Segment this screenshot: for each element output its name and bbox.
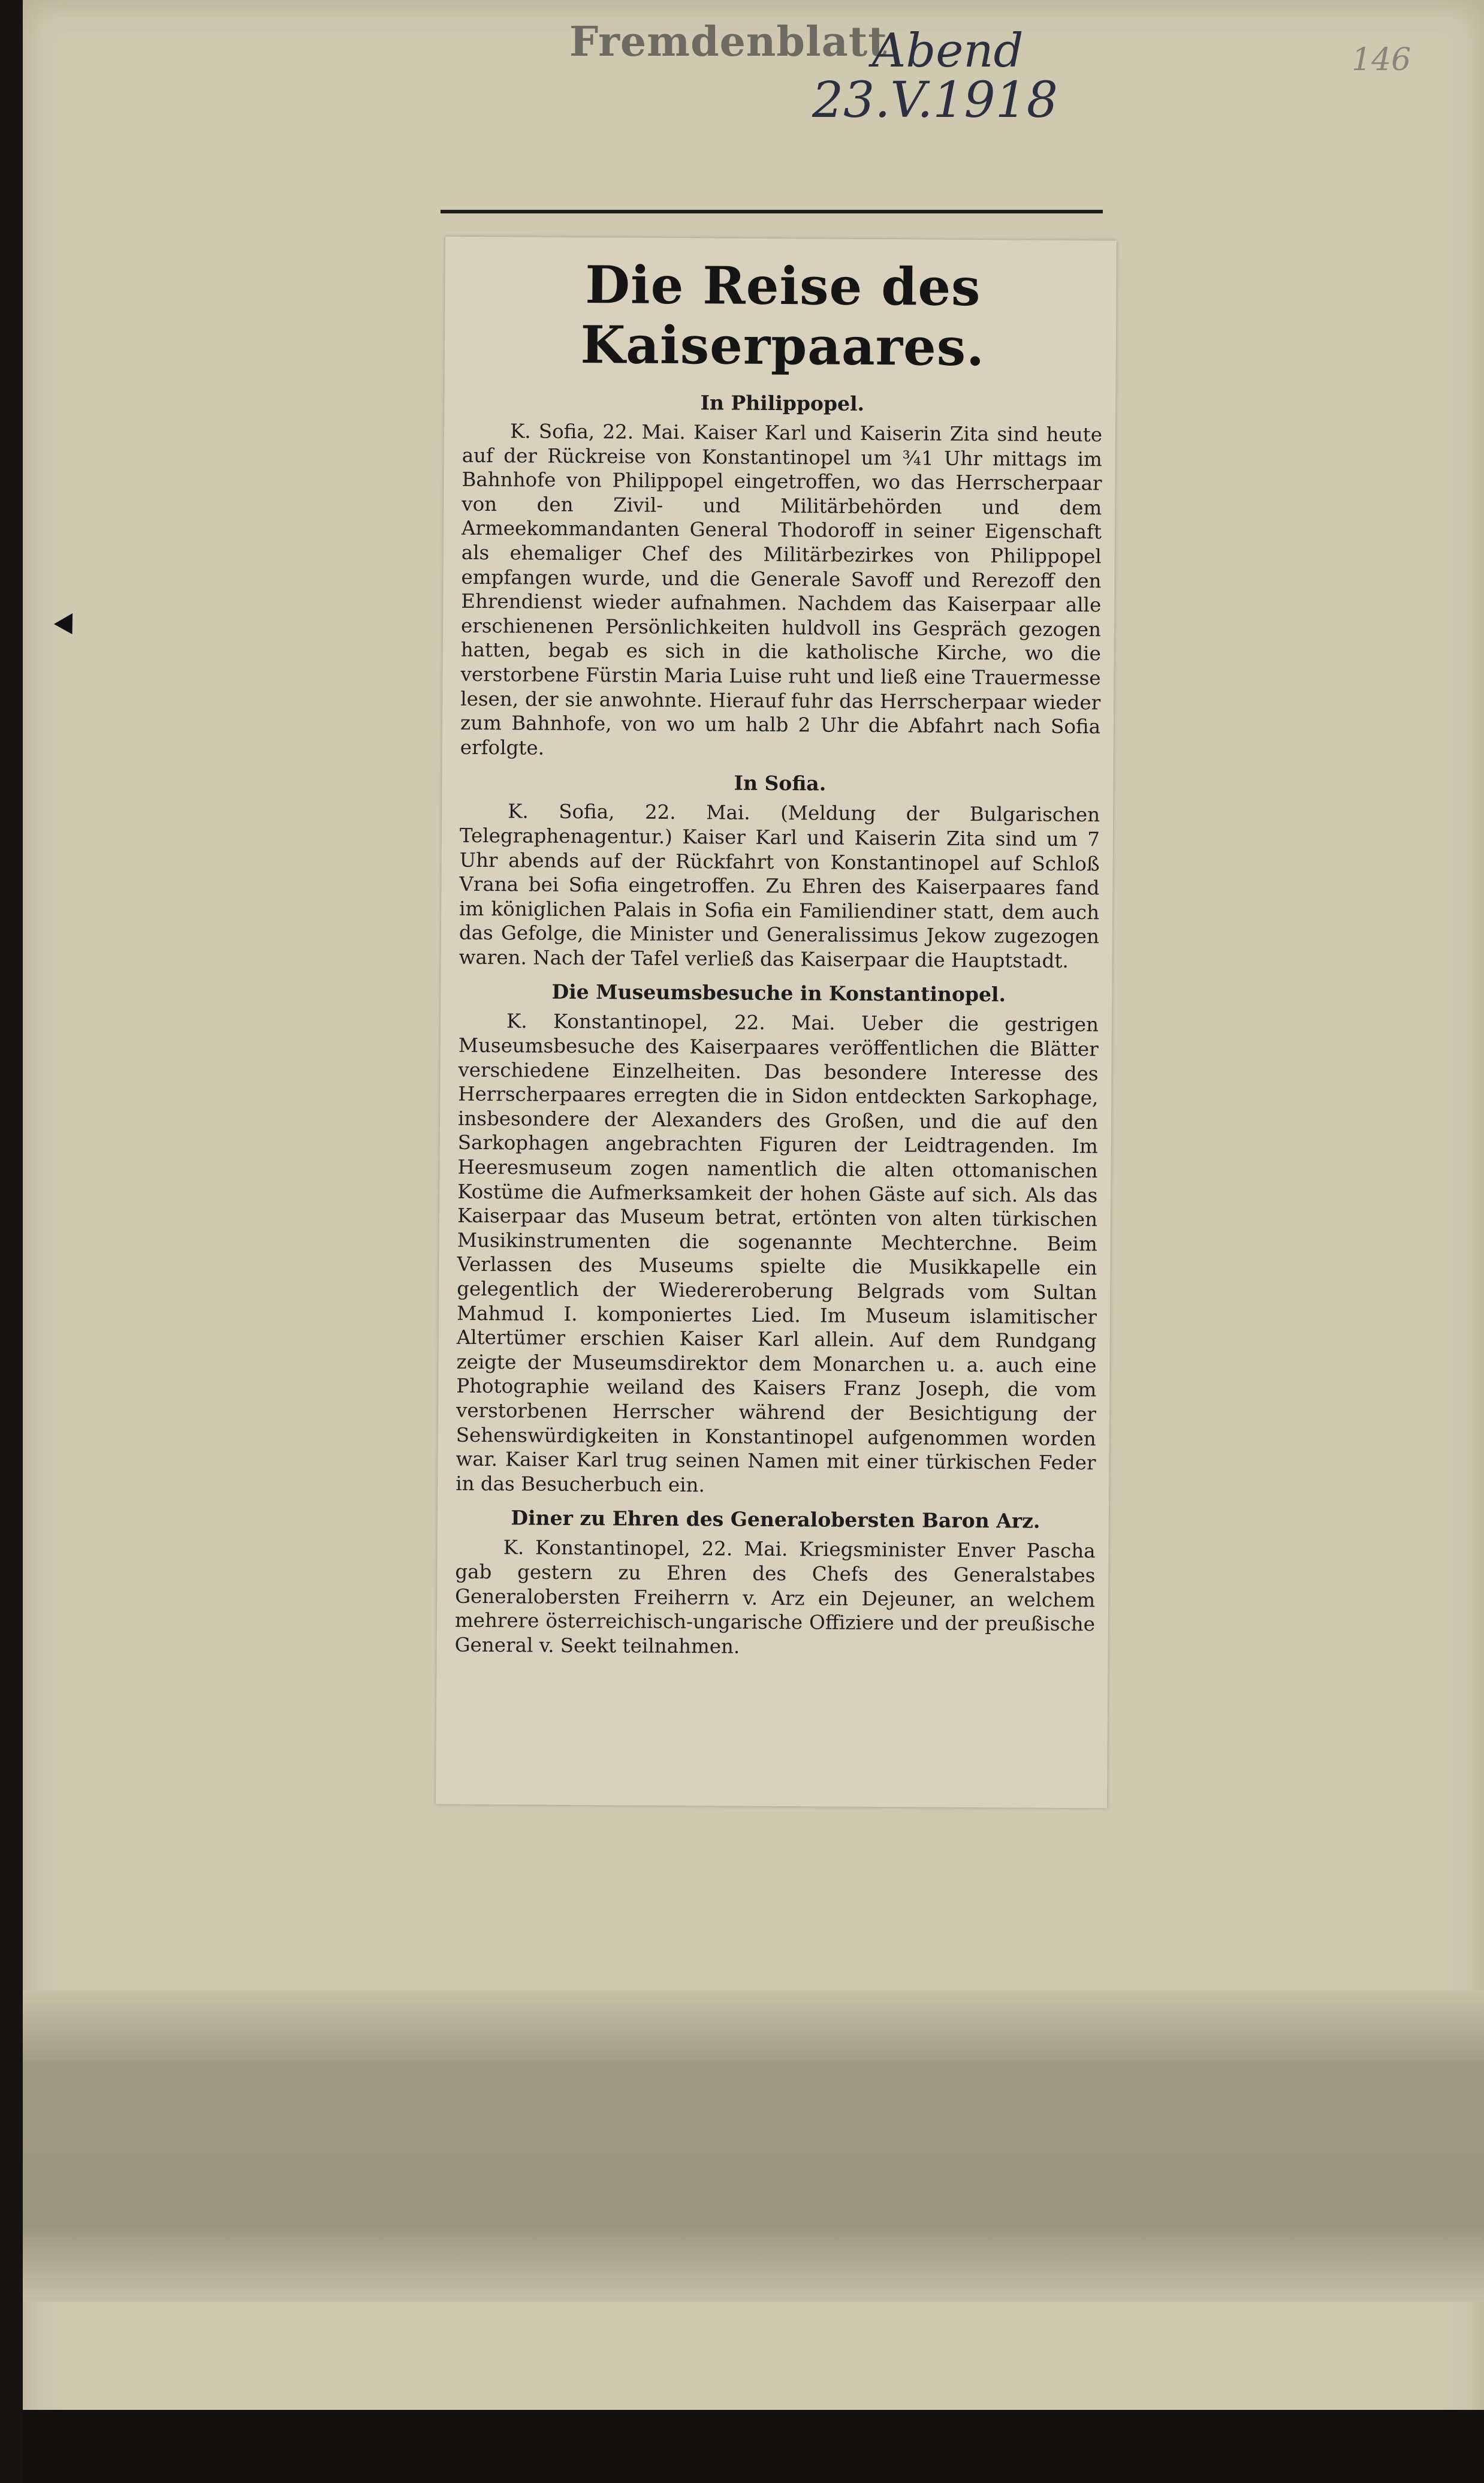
sheet-shadow-band <box>23 1990 1484 2302</box>
section-text: K. Sofia, 22. Mai. Kaiser Karl und Kaiserin Zita sind heute auf der Rückreise von Konstantinopel um ¾1 Uhr mittags im Bahnhofe von Philippopel eingetroffen, wo das Herrscherpaar von den Zivil- und Militärbehörden und dem Armeekommandanten General Thodoroff in seiner Eigenschaft als ehemaliger Chef des Militärbezirkes von Philippopel empfangen wurde, und die Generale Savoff und Rerezoff den Ehrendienst wieder aufnahmen. Nachdem das Kaiserpaar alle erschienenen Persönlichkeiten huldvoll ins Gespräch gezogen hatten, begab es sich in die katholische Kirche, wo die verstorbene Fürstin Maria Luise ruht und ließ eine Trauermesse lesen, der sie anwohnte. Hierauf fuhr das Herrscherpaar wieder zum Bahnhofe, von wo um halb 2 Uhr die Abfahrt nach Sofia erfolgte. <box>460 420 1103 760</box>
section-text: K. Sofia, 22. Mai. (Meldung der Bulgarischen Telegraphenagentur.) Kaiser Karl und Kaiserin Zita sind um 7 Uhr abends auf der Rückfahrt von Konstantinopel auf Schloß Vrana bei Sofia eingetroffen. Zu Ehren des Kaiserpaares fand im königlichen Palais in Sofia ein Familiendiner statt, dem auch das Gefolge, die Minister und Generalissimus Jekow zugezogen waren. Nach der Tafel verließ das Kaiserpaar die Hauptstadt. <box>459 800 1100 972</box>
newspaper-clipping <box>436 237 1117 1809</box>
handwritten-edition: Abend <box>872 24 1024 78</box>
handwritten-date: 23.V.1918 <box>812 72 1058 129</box>
clipping-top-rule <box>441 210 1103 213</box>
section-subhead: Diner zu Ehren des Generalobersten Baron Arz. <box>511 1506 1040 1533</box>
section-subhead: In Sofia. <box>734 771 827 795</box>
section-text: K. Konstantinopel, 22. Mai. Ueber die gestrigen Museumsbesuche des Kaiserpaares veröffentlichen die Blätter verschiedene Einzelheiten. Das besondere Interesse des Herrscherpaares erregten die in Sidon entdeckten Sarkophage, insbesondere der Alexanders des Großen, und die auf den Sarkophagen angebrachten Figuren der Leidtragenden. Im Heeresmuseum zogen namentlich die alten ottomanischen Kostüme die Aufmerksamkeit der hohen Gäste auf sich. Als das Kaiserpaar das Museum betrat, ertönten von alten türkischen Musikinstrumenten die sogenannte Mechterchne. Beim Verlassen des Museums spielte die Musikkapelle ein gelegentlich der Wiedereroberung Belgrads vom Sultan Mahmud I. komponiertes Lied. Im Museum islamitischer Altertümer erschien Kaiser Karl allein. Auf dem Rundgang zeigte der Museumsdirektor dem Monarchen u. a. auch eine Photographie weiland des Kaisers Franz Joseph, die vom verstorbenen Herrscher während der Besichtigung der Sehenswürdigkeiten in Konstantinopel aufgenommen worden war. Kaiser Karl trug seinen Namen mit einer türkischen Feder in das Besucherbuch ein. <box>456 1010 1099 1497</box>
section-subhead: In Philippopel. <box>700 391 865 415</box>
scan-background-bottom <box>23 2410 1484 2483</box>
scan-background-left <box>0 0 24 2483</box>
article-headline: Die Reise des Kaiserpaares. <box>580 255 985 378</box>
section-text: K. Konstantinopel, 22. Mai. Kriegsminister Enver Pascha gab gestern zu Ehren des Chefs des Generalstabes Generalobersten Freiherrn v. Arz ein Dejeuner, an welchem mehrere österreichisch-ungarische Offiziere und der preußische General v. Seekt teilnahmen. <box>454 1536 1096 1658</box>
page-number: 146 <box>1352 42 1411 78</box>
section-subhead: Die Museumsbesuche in Konstantinopel. <box>551 980 1006 1007</box>
newspaper-stamp: Fremdenblatt <box>569 18 888 66</box>
